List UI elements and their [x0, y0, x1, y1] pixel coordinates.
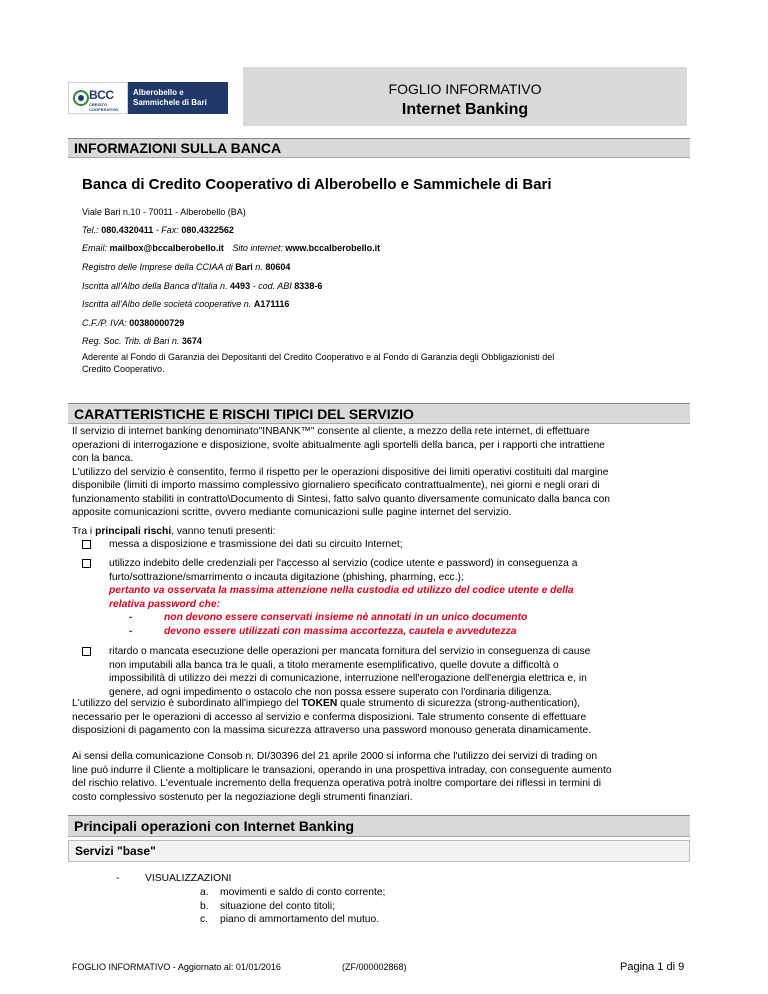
visualizzazioni-dash: -: [116, 873, 120, 884]
checkbox-bullet-icon: [82, 540, 91, 549]
reg-soc-trib: [82, 336, 202, 346]
tel-value: 080.4320411: [101, 225, 154, 235]
consob-line: del rischio relativo. L'eventuale incremento della frequenza operativa potrà inoltre comportare dei riflessi in termini di: [72, 778, 602, 789]
list-marker: a.: [200, 887, 209, 898]
logo-mark: [68, 82, 128, 114]
consob-line: costo complessivo sostenuto per la negoziazione degli strumenti finanziari.: [72, 791, 413, 803]
risk-3-line: genere, ad ogni impedimento o ostacolo che non possa essere superato con l'ordinaria diligenza.: [109, 686, 552, 698]
risk-2-warning-b-text: devono essere utilizzati con massima accortezza, cautela e avvedutezza: [164, 625, 517, 637]
service-desc-line: Il servizio di internet banking denominato"INBANK™" consente al cliente, a mezzo della rete internet, di effettuare: [72, 426, 590, 437]
risk-item-2: [82, 557, 690, 638]
risk-2-text: [109, 557, 690, 638]
list-marker: c.: [200, 914, 209, 925]
list-item-text: movimenti e saldo di conto corrente;: [220, 887, 386, 898]
albo-number: 4493: [230, 281, 251, 291]
albo-label: Iscritta all'Albo della Banca d'Italia n.: [82, 281, 228, 291]
service-description: [72, 425, 688, 520]
bank-logo: [68, 82, 228, 114]
email-link[interactable]: mailbox@bccalberobello.it: [109, 243, 224, 253]
fax-value: 080.4322562: [181, 225, 234, 235]
section-bank-info-header: INFORMAZIONI SULLA BANCA: [68, 138, 690, 158]
document-title-box: [243, 67, 687, 126]
list-item-text: piano di ammortamento del mutuo.: [220, 914, 380, 925]
fondo-garanzia: [82, 351, 554, 375]
token-line: [72, 697, 688, 711]
service-desc-line: L'utilizzo del servizio è consentito, fermo il rispetto per le operazioni dispositive dei limiti operativi costituiti dal margine: [72, 466, 609, 478]
section-risks-header: CARATTERISTICHE E RISCHI TIPICI DEL SERVIZIO: [68, 403, 690, 424]
checkbox-bullet-icon: [82, 647, 91, 656]
bank-contact-line: [82, 243, 380, 253]
tel-label: Tel.:: [82, 225, 99, 235]
page-number: Pagina 1 di 9: [620, 961, 685, 973]
dash-bullet: -: [129, 625, 133, 637]
service-desc-line: con la banca.: [72, 453, 134, 464]
risk-2-warning-line: relativa password che:: [109, 598, 221, 610]
risk-2-warning-b: [109, 625, 690, 639]
bcc-logo-icon: [73, 90, 89, 106]
token-line: disposizioni di pagamento con la massima sicurezza attraverso una password monouso generata dinamicamente.: [72, 725, 592, 736]
risk-2-warning-a-text: non devono essere conservati insieme nè annotati in un unico documento: [164, 612, 528, 623]
registro-n-label: n.: [255, 262, 263, 272]
document-title: Internet Banking: [401, 101, 529, 118]
consob-line: line può indurre il Cliente a moltiplicare le transazioni, operando in una prospettiva intraday, con conseguente aumento: [72, 764, 612, 776]
risk-3-text: [109, 645, 690, 699]
list-item: [200, 886, 385, 900]
risk-3-line: ritardo o mancata esecuzione delle operazioni per mancata fornitura del servizio in conseguenza di cause: [109, 646, 591, 657]
fondo-line2: Credito Cooperativo.: [82, 364, 165, 374]
site-link[interactable]: www.bccalberobello.it: [285, 243, 381, 253]
risk-2-line: furto/sottrazione/smarrimento o incauta digitazione (phishing, pharming, ecc.);: [109, 571, 464, 583]
risks-intro-text: Tra i: [72, 526, 96, 537]
registro-city: Bari: [235, 262, 253, 272]
logo-name-line1: Alberobello e: [133, 88, 184, 97]
risk-3-line: non imputabili alla banca tra le quali, a titolo meramente esemplificativo, quelle dovute a difficoltà o: [109, 659, 559, 671]
risk-2-line: utilizzo indebito delle credenziali per l'accesso al servizio (codice utente e password) in conseguenza a: [109, 558, 578, 569]
token-usage: [72, 697, 688, 738]
section-operations-header: Principali operazioni con Internet Banking: [68, 815, 690, 837]
registro-label: Registro delle Imprese della CCIAA di: [82, 262, 233, 272]
registro-imprese: [82, 262, 290, 272]
dash-bullet: -: [129, 612, 133, 623]
bank-phone-line: [82, 225, 234, 235]
risk-2-warning-a: [109, 611, 690, 625]
footer-code: (ZF/000002868): [342, 962, 407, 972]
service-desc-line: operazioni di interrogazione e disposizione, svolte abitualmente agli sportelli della banca, per i rapporti che intrattiene: [72, 439, 605, 451]
abi-label: - cod. ABI: [252, 281, 292, 291]
fax-label: - Fax:: [155, 225, 179, 235]
abi-code: 8338-6: [294, 281, 323, 291]
visualizzazioni-list: [200, 886, 385, 927]
risk-3-line: impossibilità di utilizzo dei mezzi di comunicazione, interruzione nell'erogazione dell'energia elettrica e, in: [109, 673, 587, 684]
token-line: necessario per le operazioni di accesso al servizio e conferma disposizioni. Tale strumento consente di effettuare: [72, 711, 587, 723]
token-text: quale strumento di sicurezza (strong-authentication),: [337, 698, 580, 709]
consob-paragraph: [72, 750, 688, 804]
albo-cooperative: [82, 299, 289, 309]
albo-coop-label: Iscritta all'Albo delle società cooperative n.: [82, 299, 252, 309]
albo-banca: [82, 281, 322, 291]
service-desc-line: disponibile (limiti di importo massimo complessivo giornaliero specificato contrattualmente), nei giorni e negli orari di: [72, 480, 600, 491]
list-item: [200, 900, 385, 914]
cf-value: 00380000729: [129, 318, 185, 328]
list-item-text: situazione del conto titoli;: [220, 900, 336, 912]
service-desc-line: apposite comunicazioni scritte, ovvero mediante comunicazioni sulle pagine internet del servizio.: [72, 507, 512, 518]
document-type: FOGLIO INFORMATIVO: [388, 81, 542, 97]
consob-line: Ai sensi della comunicazione Consob n. DI/30396 del 21 aprile 2000 si informa che l'utilizzo dei servizi di trading on: [72, 751, 598, 762]
list-marker: b.: [200, 900, 209, 912]
reg-soc-number: 3674: [181, 336, 202, 346]
cf-label: C.F./P. IVA:: [82, 318, 127, 328]
logo-bank-name: [128, 82, 228, 114]
albo-coop-number: A171116: [253, 299, 290, 309]
visualizzazioni-heading: VISUALIZZAZIONI: [145, 873, 232, 884]
risk-2-warning-line: pertanto va osservata la massima attenzione nella custodia ed utilizzo del codice utente e della: [109, 585, 574, 596]
registro-number: 80604: [265, 262, 291, 272]
token-bold: TOKEN: [301, 698, 338, 709]
list-item: [200, 913, 385, 927]
reg-soc-label: Reg. Soc. Trib. di Bari n.: [82, 336, 180, 346]
fondo-line1: Aderente al Fondo di Garanzia dei Depositanti del Credito Cooperativo e al Fondo di Garanzia degli Obbligazionisti del: [82, 352, 555, 362]
token-text: L'utilizzo del servizio è subordinato all'impiego del: [72, 698, 302, 709]
checkbox-bullet-icon: [82, 559, 91, 568]
logo-text: BCC: [89, 88, 114, 102]
risk-1-text: messa a disposizione e trasmissione dei dati su circuito Internet;: [109, 539, 403, 550]
footer-updated: FOGLIO INFORMATIVO - Aggiornato al: 01/01/2016: [72, 962, 281, 972]
risk-item-3: [82, 645, 690, 699]
bank-address: Viale Bari n.10 - 70011 - Alberobello (BA): [82, 207, 246, 217]
bank-name: Banca di Credito Cooperativo di Alberobello e Sammichele di Bari: [82, 176, 552, 193]
site-label: Sito internet:: [232, 243, 283, 253]
service-desc-line: funzionamento stabiliti in contratto\Documento di Sintesi, fatto salvo quanto diversamente comunicato dalla banca con: [72, 493, 611, 505]
risks-intro: [72, 525, 688, 539]
logo-subtext: CREDITO COOPERATIVO: [89, 102, 119, 112]
risks-intro-text: , vanno tenuti presenti:: [171, 526, 276, 537]
codice-fiscale: [82, 318, 184, 328]
risks-intro-bold: principali rischi: [95, 526, 172, 537]
services-base-header: Servizi "base": [68, 840, 690, 862]
email-label: Email:: [82, 243, 108, 253]
logo-name-line2: Sammichele di Bari: [133, 98, 207, 107]
risk-item-1: [82, 538, 690, 552]
